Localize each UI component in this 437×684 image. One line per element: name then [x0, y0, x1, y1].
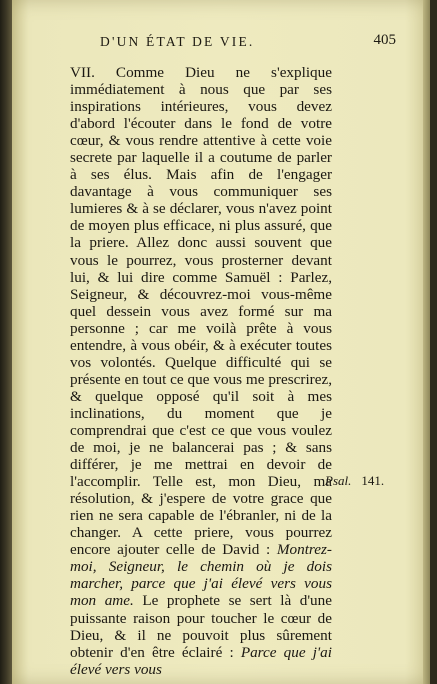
- page-edge: [423, 0, 430, 684]
- paragraph-continuation: Le prophete se sert là d'une puissante raison pour toucher le cœur de Dieu, & il ne pouvoit plus sûrement obtenir d'en être éclairé :: [70, 592, 332, 661]
- page-number: 405: [373, 32, 396, 48]
- running-head: D'UN ÉTAT DE VIE.: [100, 34, 255, 49]
- quotation-continuation: Parce que j'ai élevé vers vous: [70, 643, 332, 678]
- paragraph-main: VII. Comme Dieu ne s'explique immédiatement à nous que par ses inspirations intérieures, vous devez d'abord l'écouter dans le fond de votre cœur, & vous rendre attentive à cette voie secrete par laquelle il a coutume de parler à ses élus. Mais afin de l'engager davantage à vous communiquer ses lumieres & à se déclarer, vous n'avez point de moyen plus efficace, ni plus assuré, que la priere. Allez donc aussi souvent que vous le pourrez, vous prosterner devant lui, & lui dire comme Samuël : Parlez, Seigneur, & découvrez-moi vous-même quel dessein vous avez formé sur ma personne ; car me voilà prête à vous entendre, à vous obéir, & à exécuter toutes vos volontés. Quelque difficulté qui se présente en tout ce que vous me prescrirez, & quelque opposé qu'il soit à mes inclinations, du moment que je comprendrai que c'est ce que vous voulez de moi, je ne balancerai pas ; & sans différer, je me mettrai en devoir de l'accomplir. Telle est, mon Dieu, ma résolution, & j'espere de votre grace que rien ne sera capable de l'ébranler, ni de la changer. A cette priere, vous pourrez encore ajouter celle de David :: [70, 64, 332, 559]
- citation-reference: 141.: [361, 473, 385, 488]
- margin-citation: [325, 473, 384, 489]
- citation-source: Psal.: [325, 473, 352, 488]
- page-header: [100, 32, 420, 52]
- body-text: [70, 64, 332, 678]
- quotation-david: Montrez-moi, Seigneur, le chemin où je dois marcher, parce que j'ai élevé vers vous mon ame.: [70, 541, 332, 610]
- book-page: [12, 0, 430, 684]
